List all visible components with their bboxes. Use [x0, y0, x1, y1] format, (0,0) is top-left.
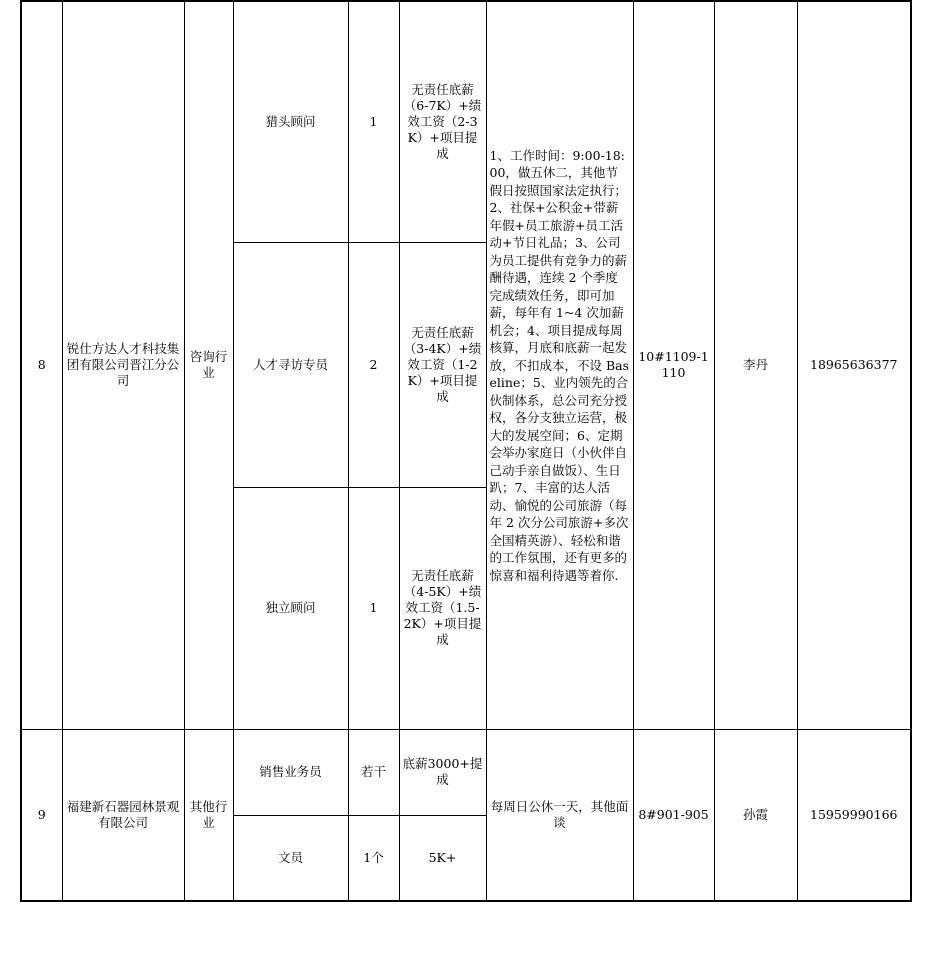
position-title: 文员 [233, 815, 348, 901]
contact-phone: 18965636377 [797, 1, 911, 729]
company-name: 福建新石器园林景观有限公司 [62, 729, 184, 901]
contact-phone: 15959990166 [797, 729, 911, 901]
contact-person: 李丹 [714, 1, 797, 729]
industry: 咨询行业 [184, 1, 233, 729]
booth-number: 10#1109-1110 [633, 1, 714, 729]
company-name: 锐仕方达人才科技集团有限公司晋江分公司 [62, 1, 184, 729]
position-salary: 底薪3000+提成 [399, 729, 486, 815]
table-row [21, 1, 911, 242]
position-count: 1个 [348, 815, 399, 901]
position-count: 2 [348, 242, 399, 487]
position-title: 人才寻访专员 [233, 242, 348, 487]
industry: 其他行业 [184, 729, 233, 901]
position-salary: 无责任底薪（4-5K）+绩效工资（1.5-2K）+项目提成 [399, 487, 486, 729]
contact-person: 孙霞 [714, 729, 797, 901]
benefits: 每周日公休一天，其他面谈 [486, 729, 633, 901]
position-title: 独立顾问 [233, 487, 348, 729]
job-listing-table [20, 0, 912, 902]
row-number: 9 [21, 729, 62, 901]
position-count: 若干 [348, 729, 399, 815]
benefits: 1、工作时间：9:00-18:00，做五休二，其他节假日按照国家法定执行；2、社保+公积金+带薪年假+员工旅游+员工活动+节日礼品；3、公司为员工提供有竞争力的薪酬待遇，连续 2 个季度完成绩效任务，即可加薪，每年有 1~4 次加薪机会；4、项目提成每周核算，月底和底薪一起发放，不扣成本，不设 Baseline；5、业内领先的合伙制体系，总公司充分授权，各分支独立运营，极大的发展空间；6、定期会举办家庭日（小伙伴自己动手亲自做饭）、生日趴；7、丰富的达人活动、愉悦的公司旅游（每年 2 次分公司旅游+多次全国精英游）、轻松和谐的工作氛围，还有更多的惊喜和福利待遇等着你. [486, 1, 633, 729]
position-salary: 无责任底薪（3-4K）+绩效工资（1-2K）+项目提成 [399, 242, 486, 487]
table-row [21, 729, 911, 815]
position-salary: 5K+ [399, 815, 486, 901]
row-number: 8 [21, 1, 62, 729]
booth-number: 8#901-905 [633, 729, 714, 901]
position-salary: 无责任底薪（6-7K）+绩效工资（2-3K）+项目提成 [399, 1, 486, 242]
position-title: 猎头顾问 [233, 1, 348, 242]
position-count: 1 [348, 487, 399, 729]
position-title: 销售业务员 [233, 729, 348, 815]
position-count: 1 [348, 1, 399, 242]
